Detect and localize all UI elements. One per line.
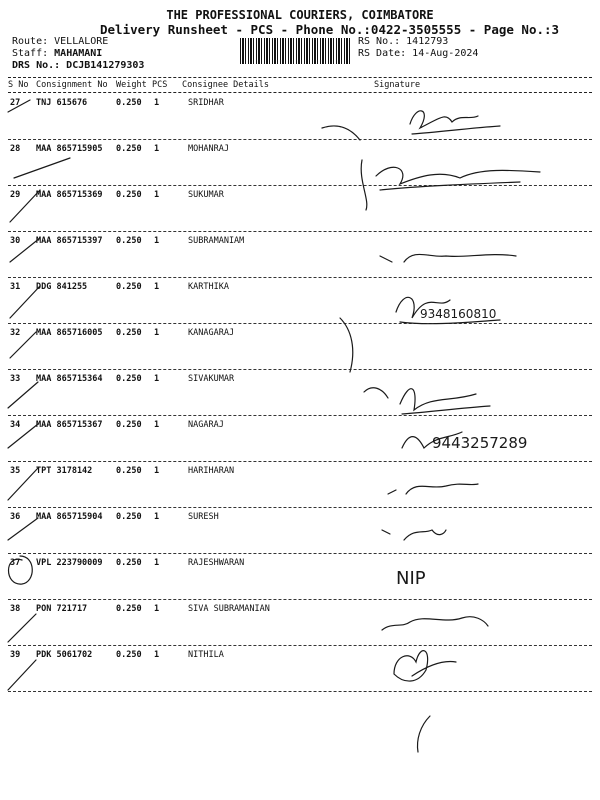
row-consignment: MAA 865715904 — [36, 512, 103, 522]
handwritten-phone-31: 9348160810 — [420, 307, 497, 321]
header-bottom-rule — [8, 92, 592, 93]
row-sno: 29 — [10, 190, 21, 200]
table-row — [0, 278, 600, 324]
table-row — [0, 370, 600, 416]
row-pcs: 1 — [154, 190, 160, 200]
table-row — [0, 186, 600, 232]
row-weight: 0.250 — [116, 558, 142, 568]
table-row — [0, 416, 600, 462]
row-pcs: 1 — [154, 604, 160, 614]
row-sno: 36 — [10, 512, 21, 522]
staff-line — [12, 48, 102, 59]
handwritten-phone-34: 9443257289 — [432, 434, 528, 452]
row-sno: 28 — [10, 144, 21, 154]
row-sno: 31 — [10, 282, 21, 292]
row-weight: 0.250 — [116, 328, 142, 338]
row-weight: 0.250 — [116, 282, 142, 292]
row-weight: 0.250 — [116, 604, 142, 614]
row-consignee: KANAGARAJ — [188, 328, 235, 338]
row-weight: 0.250 — [116, 144, 142, 154]
row-consignee: HARIHARAN — [188, 466, 235, 476]
rs-number: RS No.: 1412793 — [358, 36, 449, 47]
row-consignment: MAA 865715905 — [36, 144, 103, 154]
row-consignee: MOHANRAJ — [188, 144, 229, 154]
barcode — [240, 38, 352, 64]
row-sno: 38 — [10, 604, 21, 614]
row-weight: 0.250 — [116, 466, 142, 476]
row-consignee: NITHILA — [188, 650, 224, 660]
row-pcs: 1 — [154, 282, 160, 292]
table-row — [0, 462, 600, 508]
table-row — [0, 94, 600, 140]
row-pcs: 1 — [154, 98, 160, 108]
header-top-rule — [8, 77, 592, 78]
row-consignee: SUKUMAR — [188, 190, 224, 200]
row-consignee: SIVAKUMAR — [188, 374, 235, 384]
row-consignment: PON 721717 — [36, 604, 88, 614]
row-sno: 33 — [10, 374, 21, 384]
row-consignment: VPL 223790009 — [36, 558, 103, 568]
row-pcs: 1 — [154, 466, 160, 476]
row-pcs: 1 — [154, 374, 160, 384]
row-sno: 27 — [10, 98, 21, 108]
row-pcs: 1 — [154, 144, 160, 154]
row-sno: 30 — [10, 236, 21, 246]
row-pcs: 1 — [154, 328, 160, 338]
table-row — [0, 600, 600, 646]
row-consignment: PDK 5061702 — [36, 650, 93, 660]
row-weight: 0.250 — [116, 236, 142, 246]
col-pcs: PCS — [152, 80, 168, 90]
row-pcs: 1 — [154, 558, 160, 568]
row-sno: 37 — [10, 558, 21, 568]
row-pcs: 1 — [154, 236, 160, 246]
row-pcs: 1 — [154, 650, 160, 660]
table-row — [0, 646, 600, 692]
col-signature: Signature — [374, 80, 421, 90]
table-row — [0, 324, 600, 370]
row-consignment: MAA 865715369 — [36, 190, 103, 200]
row-consignee: KARTHIKA — [188, 282, 229, 292]
table-row — [0, 140, 600, 186]
row-consignment: MAA 865715364 — [36, 374, 103, 384]
row-pcs: 1 — [154, 512, 160, 522]
col-consignment: Consignment No — [36, 80, 108, 90]
row-sno: 32 — [10, 328, 21, 338]
row-sno: 35 — [10, 466, 21, 476]
row-sno: 34 — [10, 420, 21, 430]
row-weight: 0.250 — [116, 650, 142, 660]
row-consignee: SIVA SUBRAMANIAN — [188, 604, 270, 614]
row-weight: 0.250 — [116, 190, 142, 200]
row-consignment: TNJ 615676 — [36, 98, 88, 108]
drs-number: DRS No.: DCJB141279303 — [12, 60, 145, 71]
company-title: THE PROFESSIONAL COURIERS, COIMBATORE — [166, 8, 434, 22]
table-row — [0, 232, 600, 278]
row-consignment: MAA 865715367 — [36, 420, 103, 430]
row-consignee: SURESH — [188, 512, 219, 522]
row-separator — [8, 691, 592, 692]
staff-label: Staff: — [12, 48, 49, 59]
row-consignee: SUBRAMANIAM — [188, 236, 245, 246]
table-row — [0, 508, 600, 554]
row-pcs: 1 — [154, 420, 160, 430]
table-row — [0, 554, 600, 600]
col-sno: S No — [8, 80, 29, 90]
row-consignee: RAJESHWARAN — [188, 558, 245, 568]
col-weight: Weight — [116, 80, 147, 90]
row-consignment: DDG 841255 — [36, 282, 88, 292]
row-weight: 0.250 — [116, 420, 142, 430]
row-consignee: SRIDHAR — [188, 98, 224, 108]
row-consignment: TPT 3178142 — [36, 466, 93, 476]
row-consignee: NAGARAJ — [188, 420, 224, 430]
handwritten-nip-37: NIP — [396, 568, 426, 589]
curve-mark — [418, 716, 431, 752]
rs-date: RS Date: 14-Aug-2024 — [358, 48, 479, 59]
staff-name: MAHAMANI — [54, 48, 103, 59]
runsheet-title: Delivery Runsheet - PCS - Phone No.:0422-3505555 - Page No.:3 — [100, 22, 560, 37]
row-consignment: MAA 865716005 — [36, 328, 103, 338]
route-label: Route: VELLALORE — [12, 36, 109, 47]
row-sno: 39 — [10, 650, 21, 660]
col-consignee: Consignee Details — [182, 80, 269, 90]
row-weight: 0.250 — [116, 98, 142, 108]
row-consignment: MAA 865715397 — [36, 236, 103, 246]
row-weight: 0.250 — [116, 512, 142, 522]
row-weight: 0.250 — [116, 374, 142, 384]
